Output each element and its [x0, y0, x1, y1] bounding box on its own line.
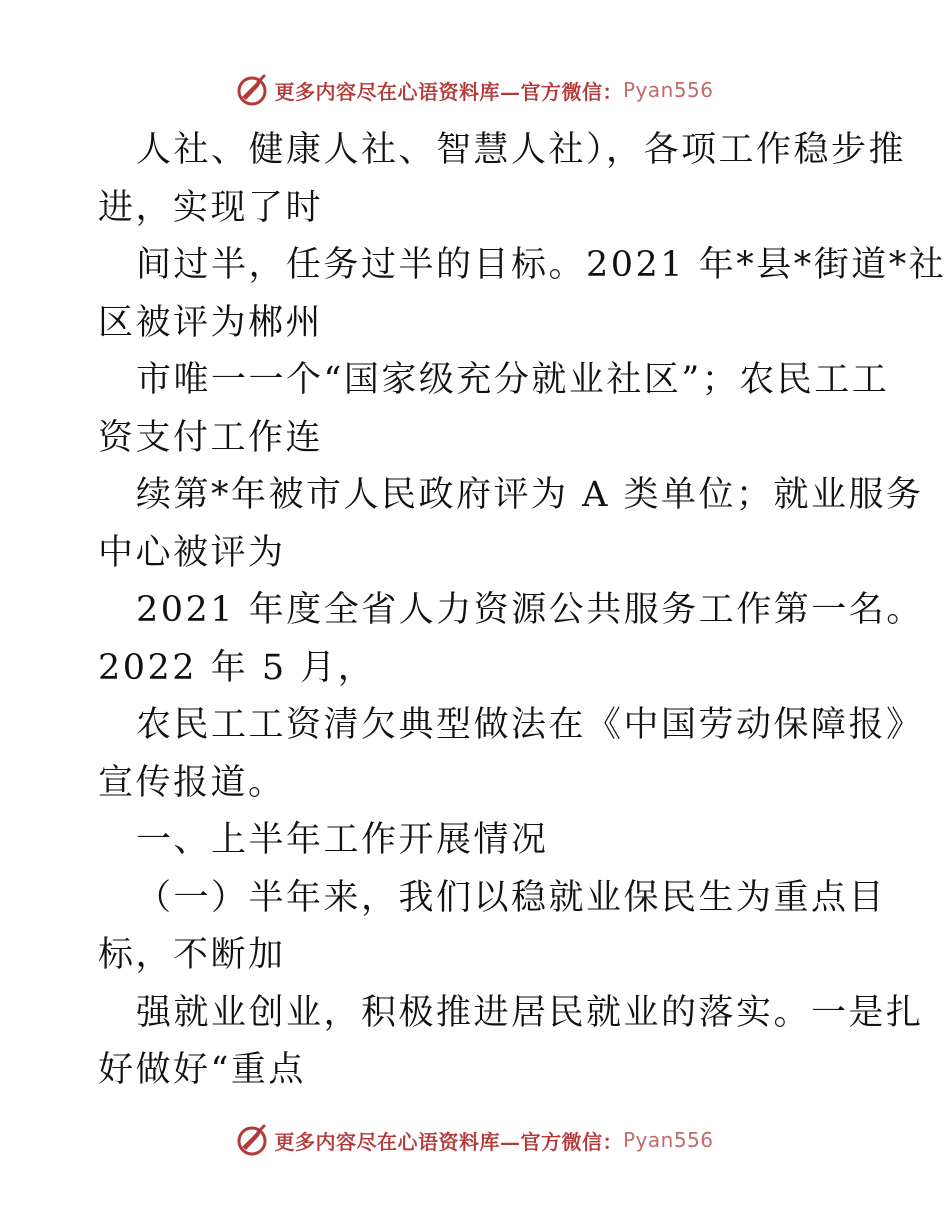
text-line: 宣传报道。: [98, 762, 286, 803]
text-line: 2022 年 5 月，: [98, 647, 376, 688]
text-line: 资支付工作连: [98, 417, 324, 458]
text-line: 中心被评为: [98, 532, 286, 573]
text-line: （一）半年来，我们以稳就业保民生为重点目: [136, 877, 887, 918]
section-heading: 一、上半年工作开展情况: [136, 820, 549, 860]
header-banner: [0, 72, 950, 108]
banner-contact: Pyan556: [622, 78, 714, 102]
pen-logo-icon: [236, 1123, 270, 1157]
text-line: 农民工工资清欠典型做法在《中国劳动保障报》: [136, 705, 924, 745]
text-line: 强就业创业，积极推进居民就业的落实。一是扎: [136, 992, 924, 1033]
text-line: 人社、健康人社、智慧人社），各项工作稳步推: [136, 130, 907, 170]
text-line: 好做好“重点: [98, 1050, 306, 1090]
text-line: 区被评为郴州: [98, 302, 324, 343]
banner-text: 更多内容尽在心语资料库—官方微信：: [274, 1129, 623, 1154]
text-line: 2021 年度全省人力资源公共服务工作第一名。: [136, 590, 924, 630]
text-line: 续第*年被市人民政府评为 A 类单位；就业服务: [136, 475, 924, 515]
text-line: 间过半，任务过半的目标。2021 年*县*街道*社: [136, 245, 947, 285]
text-line: 市唯一一个“国家级充分就业社区”；农民工工: [136, 360, 890, 400]
banner-text: 更多内容尽在心语资料库—官方微信：: [274, 79, 623, 104]
footer-banner: [0, 1122, 950, 1158]
pen-logo-icon: [236, 73, 270, 107]
banner-contact: Pyan556: [622, 1128, 714, 1152]
text-line: 标，不断加: [98, 935, 286, 975]
document-body: [98, 122, 947, 1100]
text-line: 进，实现了时: [98, 187, 324, 228]
